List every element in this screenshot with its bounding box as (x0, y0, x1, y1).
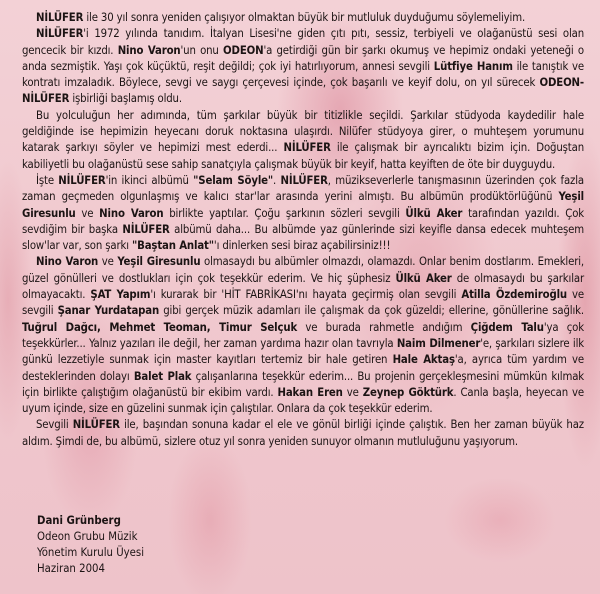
body-text: . Canla başla, heyecan ve uyum içinde, size en güzelini sunmak için çalıştılar. Onlara da çok teşekkür ederim. (22, 385, 585, 416)
body-text: . (273, 173, 281, 187)
emphasized-text: ODEON-NİLÜFER (22, 76, 584, 106)
body-text: tarafından yazıldı. Çok sevdiğim bir başka (22, 206, 584, 236)
body-text: birlikte yaptılar. Çoğu şarkının sözleri sevgili (163, 206, 406, 220)
emphasized-text: Nino Varon (36, 255, 99, 269)
emphasized-text: NİLÜFER (36, 27, 84, 41)
signature-block (37, 513, 144, 577)
emphasized-text: Atilla Özdemiroğlu (461, 288, 567, 302)
body-text: ile 30 yıl sonra yeniden çalışıyor olmaktan büyük bir mutluluk duyduğumu söylemeliyim. (83, 11, 526, 24)
body-text: albümü daha... Bu albümde yaz günlerinde sizi keyifle dansa edecek muhteşem slow'lar var, son şarkı (22, 222, 584, 253)
emphasized-text: Naim Dilmener (396, 336, 481, 350)
emphasized-text: Balet Plak (133, 369, 192, 383)
body-text: , müzikseverlerle tanışmasının üzerinden çok fazla zaman geçmeden olgunlaşmış ve kalıcı star'lar arasında yerini almıştı. Bu albümün prodüktörlüğünü (22, 173, 584, 204)
body-text: ve sevgili (22, 288, 585, 318)
emphasized-text: NİLÜFER (283, 141, 331, 155)
emphasized-text: NİLÜFER (72, 418, 120, 432)
body-text: 'ı kurarak bir 'HİT FABRİKASI'nı hayata geçirmiş olan sevgili (150, 288, 462, 302)
liner-notes-text (22, 10, 584, 450)
emphasized-text: NİLÜFER (280, 173, 328, 187)
body-text: 'a getirdiği gün bir şarkı okumuş ve hepimiz ondaki yeteneği o anda sezmiştik. Yaşı çok küçüktü, reşit değildi; çok iyi hatırlıyorum, annesi sevgili (22, 43, 584, 73)
emphasized-text: Hale Aktaş (392, 353, 455, 367)
emphasized-text: Çiğdem Talu (470, 320, 544, 334)
body-text: 'un onu (180, 43, 224, 57)
emphasized-text: ŞAT Yapım (90, 288, 151, 302)
body-text: ve (98, 255, 118, 269)
body-text: gibi gerçek müzik adamları ile çalışmak da çok güzeldi; ellerine, gönüllerine sağlık. (159, 304, 584, 318)
emphasized-text: NİLÜFER (36, 11, 84, 24)
body-text: Sevgili (36, 418, 73, 432)
body-text: 'i 1972 yılında tanıdım. İtalyan Lisesi'ne giden çıtı pıtı, sessiz, terbiyeli ve olağanüstü sesi olan gencecik bir kızdı. (22, 27, 584, 57)
emphasized-text: ODEON (223, 43, 264, 57)
emphasized-text: "Baştan Anlat" (131, 239, 214, 253)
emphasized-text: Zeynep Göktürk (362, 385, 454, 399)
body-text: ile çalışmak bir ayrıcalıktı bizim için. Doğuştan kabiliyetli bu olağanüstü sese sahip sanatçıyla çalışmak büyük bir keyif, hatta keyiften de öte bir duyguydu. (22, 141, 584, 171)
signature-date: Haziran 2004 (37, 562, 105, 575)
emphasized-text: Yeşil Giresunlu (117, 255, 201, 269)
body-text: 'ı dinlerken sesi biraz açabilirsiniz!!! (213, 239, 391, 253)
body-text: ve (342, 385, 363, 399)
emphasized-text: Şanar Yurdatapan (57, 304, 160, 318)
paragraph-3 (22, 108, 584, 173)
body-text: 'e, şarkıları sizlere ilk günkü lezzetiyle sunmak için master kayıtları tertemiz bir hale getiren (22, 336, 584, 367)
body-text: ile tanıştık ve kontratı imzaladık. Böylece, sevgi ve saygı çerçevesi içinde, çok başarılı ve keyif dolu, on yıl sürecek (22, 59, 584, 90)
emphasized-text: Ülkü Aker (405, 206, 463, 220)
body-text: İşte (36, 173, 59, 187)
body-text: ile, başından sonuna kadar el ele ve gönül birliği içinde çalıştık. Ben her zaman büyük haz aldım. Şimdi de, bu albümü, sizlere otuz yıl sonra yeniden sunuyor olmanın mutluluğunu yaşıyorum. (22, 418, 584, 448)
body-text: Bu yolculuğun her adımında, tüm şarkılar büyük bir titizlikle seçildi. Şarkılar stüdyoda kaydedilir hale geldiğinde ise hepimizin heyecanı doruk noktasına ulaşırdı. Nilüfer stüdyoya girer, o muhteşem yorumunu katarak şarkıyı söyler ve hepimizi mest ederdi... (22, 108, 584, 155)
signature-name: Dani Grünberg (37, 514, 121, 527)
emphasized-text: NİLÜFER (122, 222, 170, 236)
emphasized-text: Hakan Eren (277, 385, 343, 399)
emphasized-text: Yeşil Giresunlu (22, 190, 584, 220)
signature-title: Yönetim Kurulu Üyesi (37, 546, 145, 559)
body-text: olmasaydı bu albümler olmazdı, olamazdı. Onlar benim dostlarım. Emekleri, güzel gönülleri ve dostlukları için çok teşekkür ederim. Ve hiç şüphesiz (22, 255, 584, 285)
body-text: 'a, ayrıca tüm yardım ve desteklerinden dolayı (22, 353, 584, 383)
body-text: de olmasaydı bu şarkılar olmayacaktı. (22, 271, 584, 302)
paragraph-1 (22, 10, 584, 26)
body-text: çalışanlarına teşekkür ederim... Bu projenin gerçekleşmesini mümkün kılmak için birlikte çalıştığım olağanüstü bir ekibim vardı. (22, 369, 585, 399)
paragraph-2 (22, 26, 584, 107)
emphasized-text: Nino Varon (99, 206, 164, 220)
emphasized-text: Tuğrul Dağcı, Mehmet Teoman, Timur Selçuk (22, 320, 298, 334)
emphasized-text: Nino Varon (117, 43, 181, 57)
emphasized-text: "Selam Söyle" (193, 173, 274, 187)
paragraph-5 (22, 254, 584, 417)
emphasized-text: NİLÜFER (58, 173, 106, 187)
paragraph-6 (22, 417, 584, 450)
emphasized-text: Ülkü Aker (395, 271, 452, 285)
signature-company: Odeon Grubu Müzik (37, 530, 138, 543)
body-text: ve (75, 206, 100, 220)
emphasized-text: Lütfiye Hanım (433, 59, 513, 73)
body-text: 'ya çok teşekkürler... Yalnız yazıları ile değil, her zaman yardıma hazır olan tavrıyla (22, 320, 584, 350)
body-text: ve burada rahmetle andığım (297, 320, 471, 334)
paragraph-4 (22, 173, 584, 254)
body-text: 'in ikinci albümü (105, 173, 194, 187)
body-text: işbirliği başlamış oldu. (69, 92, 182, 106)
